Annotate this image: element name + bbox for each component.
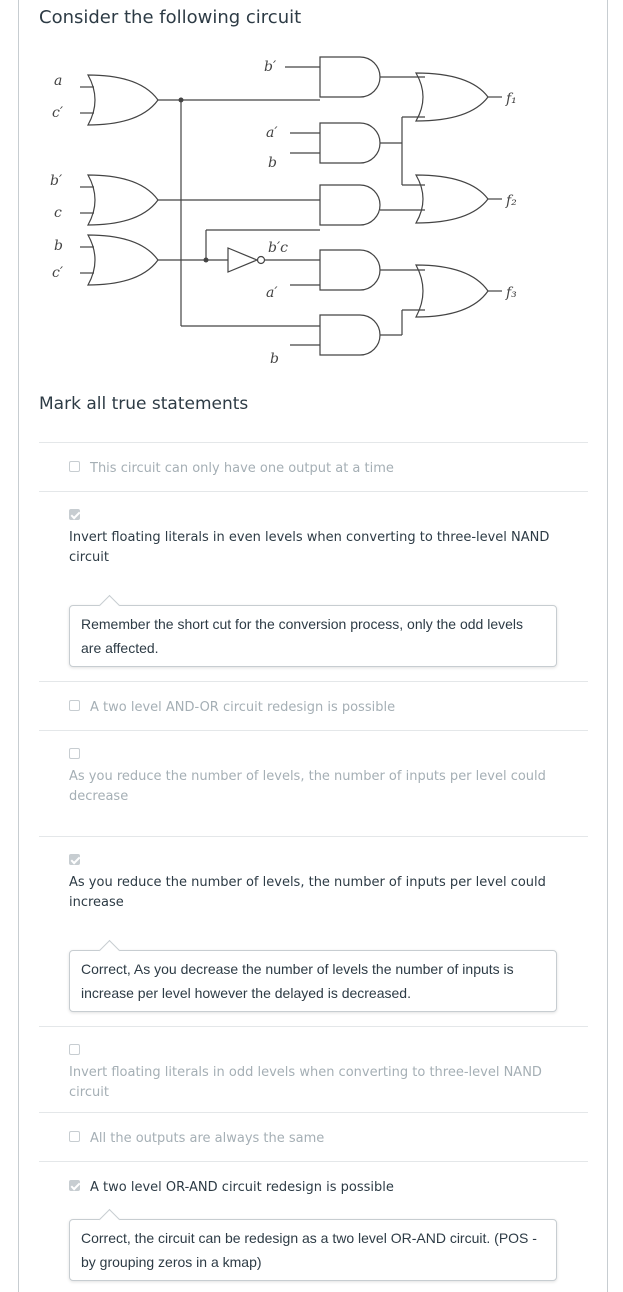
checkbox-unchecked-icon[interactable]: [69, 461, 80, 472]
label-b-prime: b′: [50, 173, 63, 189]
answer-comment: Correct, As you decrease the number of levels the number of inputs is increase per level however the delayed is decreased.: [69, 950, 557, 1012]
answer-option[interactable]: [39, 681, 588, 730]
checkbox-unchecked-icon[interactable]: [69, 748, 80, 759]
label-top-b-prime: b′: [264, 59, 277, 75]
answer-option[interactable]: [39, 442, 588, 491]
label-top-b: b: [268, 155, 277, 171]
answer-text: A two level AND-OR circuit redesign is possible: [90, 700, 396, 715]
label-c-prime: c′: [52, 105, 64, 121]
label-c-prime-2: c′: [52, 265, 64, 281]
answer-list: [39, 442, 588, 1292]
label-c: c: [54, 205, 62, 221]
question-prompt: Mark all true statements: [39, 394, 249, 414]
label-top-a-prime: a′: [266, 125, 278, 141]
answer-text: As you reduce the number of levels, the number of inputs per level could increase: [69, 875, 546, 910]
circuit-diagram: [40, 45, 540, 375]
answer-text: As you reduce the number of levels, the number of inputs per level could decrease: [69, 769, 546, 804]
answer-text: A two level OR-AND circuit redesign is possible: [90, 1180, 394, 1195]
checkbox-unchecked-icon[interactable]: [69, 1044, 80, 1055]
checkbox-checked-icon[interactable]: [69, 854, 80, 865]
answer-comment: Correct, the circuit can be redesign as a two level OR-AND circuit. (POS - by grouping zeros in a kmap): [69, 1219, 557, 1281]
answer-text: All the outputs are always the same: [90, 1131, 325, 1146]
checkbox-unchecked-icon[interactable]: [69, 700, 80, 711]
label-low-b: b: [270, 351, 279, 367]
label-a: a: [54, 73, 63, 89]
question-title: Consider the following circuit: [39, 7, 302, 28]
answer-option[interactable]: [39, 730, 588, 836]
label-low-a-prime: a′: [266, 285, 278, 301]
answer-text: This circuit can only have one output at a time: [90, 461, 394, 476]
answer-comment: Remember the short cut for the conversion process, only the odd levels are affected.: [69, 605, 557, 667]
checkbox-unchecked-icon[interactable]: [69, 1131, 80, 1142]
answer-option[interactable]: [39, 491, 588, 681]
label-f1: f₁: [506, 91, 517, 107]
label-f3: f₃: [506, 285, 517, 301]
answer-option[interactable]: [39, 1112, 588, 1161]
answer-text: Invert floating literals in odd levels when converting to three-level NAND circuit: [69, 1065, 542, 1100]
label-f2: f₂: [506, 193, 517, 209]
answer-option[interactable]: [39, 1026, 588, 1112]
checkbox-checked-icon[interactable]: [69, 509, 80, 520]
label-b: b: [54, 238, 63, 254]
answer-text: Invert floating literals in even levels when converting to three-level NAND circuit: [69, 530, 550, 565]
answer-option[interactable]: [39, 1161, 588, 1292]
label-not-output: b′c: [268, 240, 288, 256]
answer-option[interactable]: [39, 836, 588, 1026]
checkbox-checked-icon[interactable]: [69, 1180, 80, 1191]
